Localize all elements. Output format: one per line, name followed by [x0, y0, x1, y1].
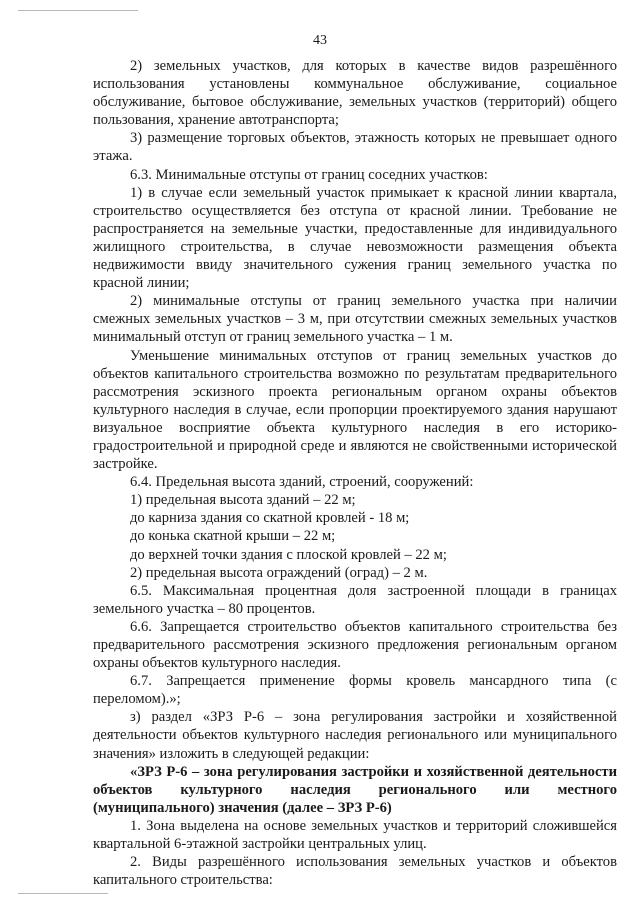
paragraph: 1) в случае если земельный участок примыкает к красной линии квартала, строительство осуществляется без отступа от красной линии. Требование не распространяется на земельные участки, предоставленные для индивидуального жилищного строительства, в случае невозможности размещения объекта недвижимости ввиду значительного сужения границ земельного участка по красной линии; — [93, 184, 617, 292]
paragraph: з) раздел «ЗРЗ Р-6 – зона регулирования застройки и хозяйственной деятельности объектов культурного наследия регионального или муниципального значения» изложить в следующей редакции: — [93, 709, 617, 762]
paragraph: до карниза здания со скатной кровлей - 18 м; — [130, 510, 410, 527]
paragraph: 2. Виды разрешённого использования земельных участков и объектов капитального строительства: — [93, 854, 617, 889]
paragraph: 6.5. Максимальная процентная доля застроенной площади в границах земельного участка – 80 процентов. — [93, 582, 617, 617]
paragraph: 1) предельная высота зданий – 22 м; — [130, 492, 356, 509]
document-body — [93, 57, 617, 889]
paragraph: 2) земельных участков, для которых в качестве видов разрешённого использования установлены коммунальное обслуживание, социальное обслуживание, бытовое обслуживание, земельных участков (территорий) общего пользования, хранение автотранспорта; — [93, 58, 617, 129]
scan-artifact-bottom — [18, 893, 108, 894]
paragraph: 2) минимальные отступы от границ земельного участка при наличии смежных земельных участков – 3 м, при отсутствии смежных земельных участков минимальный отступ от границ земельного участка – 1 м. — [93, 293, 617, 346]
page-number: 43 — [313, 33, 327, 48]
paragraph: 3) размещение торговых объектов, этажность которых не превышает одного этажа. — [93, 130, 617, 165]
paragraph: 6.6. Запрещается строительство объектов капитального строительства без предварительного рассмотрения эскизного предложения региональным органом охраны объектов культурного наследия. — [93, 618, 617, 672]
paragraph: 2) предельная высота ограждений (оград) – 2 м. — [130, 564, 428, 581]
paragraph: 6.7. Запрещается применение формы кровель мансардного типа (с переломом).»; — [93, 673, 617, 708]
scan-artifact-top — [18, 10, 138, 11]
paragraph: 6.4. Предельная высота зданий, строений, сооружений: — [130, 474, 474, 491]
section-heading: «ЗРЗ Р-6 – зона регулирования застройки и хозяйственной деятельности объектов культурного наследия регионального или местного (муниципального) значения (далее – ЗРЗ Р-6) — [93, 763, 617, 816]
paragraph: до конька скатной крыши – 22 м; — [130, 528, 336, 545]
paragraph: 1. Зона выделена на основе земельных участков и территорий сложившейся квартальной 6-этажной застройки центральных улиц. — [93, 817, 617, 853]
paragraph: Уменьшение минимальных отступов от границ земельных участков до объектов капитального строительства возможно по результатам предварительного рассмотрения эскизного проекта региональным органом охраны объектов культурного наследия в случае, если пропорции проектируемого здания нарушают визуальное восприятие объекта культурного наследия в его историко-градостроительной и природной среде и являются не свойственными исторической застройке. — [93, 347, 617, 473]
paragraph: до верхней точки здания с плоской кровлей – 22 м; — [130, 546, 447, 563]
paragraph: 6.3. Минимальные отступы от границ соседних участков: — [130, 166, 488, 183]
